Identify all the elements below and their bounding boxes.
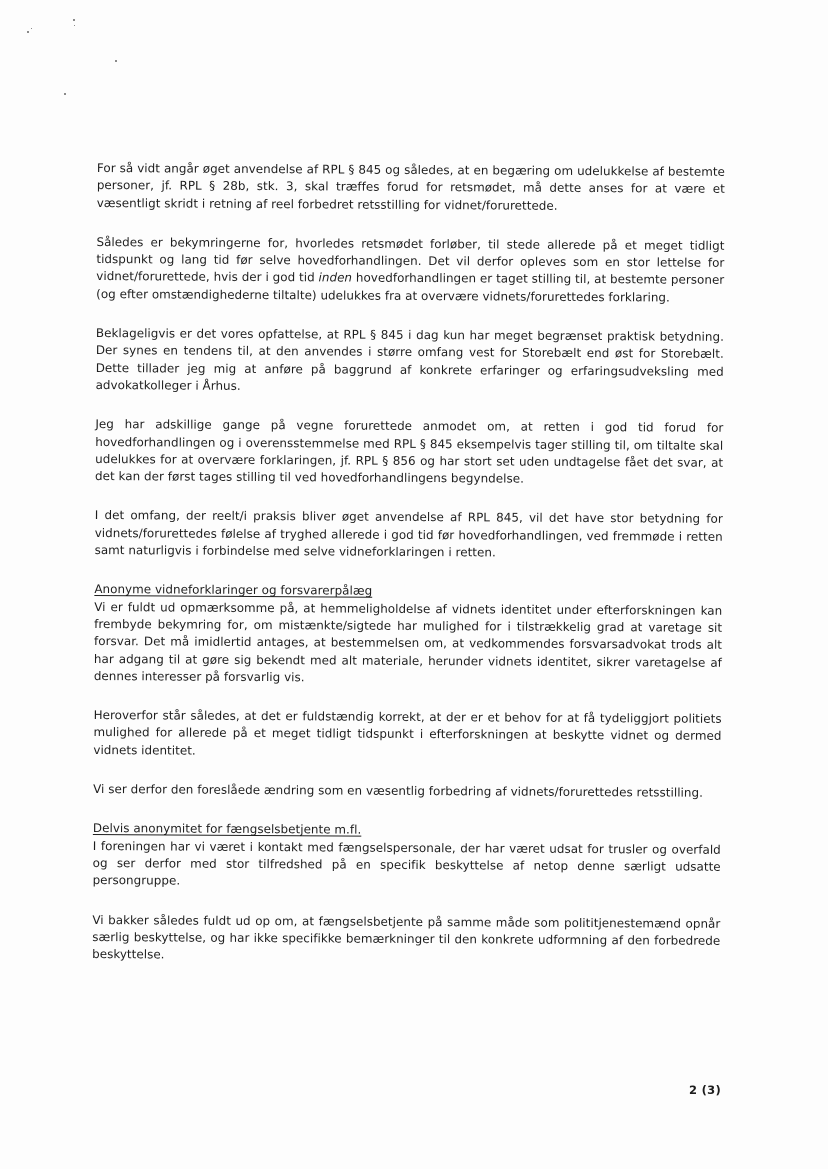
page-number: 2 (3) (689, 1083, 722, 1097)
paragraph-improvement: Vi ser derfor den foreslåede ændring som en væsentlig forbedring af vidnets/forurettedes retsstilling. (93, 782, 703, 800)
emphasis-inden: inden (318, 270, 353, 286)
paragraph-support-protection: Vi bakker således fuldt ud op om, at fængselsbetjente på samme måde som polititjenestemænd opnår særlig beskyttelse, og har ikke specifikke bemærkninger til den konkrete udformning af den forbedrede beskyttelse. (92, 912, 721, 962)
paragraph-requests-experience: Jeg har adskillige gange på vegne forurettede anmodet om, at retten i god tid forud for hovedforhandlingen og i overensstemmelse med RPL § 845 eksempelvis tager stilling til, om tiltalte skal udelukkes for at overvære forklaringen, jf. RPL § 856 og har stort set uden undtagelse fået det svar, at det kan der først tages stilling til ved hovedforhandlingens begyndelse. (95, 417, 724, 486)
section-text-prison-officers: I foreningen har vi været i kontakt med fængselspersonale, der har været udsat for trusler og overfald og ser derfor med stor tilfredshed på en specifik beskyttelse af netop denne særligt udsatte persongruppe. (92, 838, 721, 888)
paragraph-limited-significance: Beklageligvis er det vores opfattelse, at RPL § 845 i dag kun har meget begrænset praktisk betydning. Der synes en tendens til, at den anvendes i større omfang vest for Storebælt end øst for Storebælt. Dette tillader jeg mig at anføre på baggrund af konkrete erfaringer og erfaringsudveksling med advokatkolleger i Århus. (95, 326, 724, 393)
letter-body (92, 160, 725, 989)
paragraph-text-before: Således er bekymringerne for, hvorledes retsmødet forløber, til stede allerede på et meget tidligt tidspunkt og lang tid før selve hovedforhandlingen. Det vil derfor opleves som en stor lettelse for vidnet/forurettede, hvis der i god tid (96, 234, 725, 285)
paragraph-police-protection: Heroverfor står således, at det er fuldstændig korrekt, at der er et behov for at få tydeliggjort politiets mulighed for allerede på et meget tidligt tidspunkt i efterforskningen at beskytte vidnet og dermed vidnets identitet. (93, 708, 722, 758)
section-heading-anonymous-testimony: Anonyme vidneforklaringer og forsvarerpålæg (94, 582, 373, 599)
section-prison-officers (93, 820, 721, 893)
section-anonymous-testimony (94, 581, 723, 689)
paragraph-rpl-845-usage: For så vidt angår øget anvendelse af RPL § 845 og således, at en begæring om udelukkelse af bestemte personer, jf. RPL § 28b, stk. 3, skal træffes forud for retsmødet, må dette anses for at være et væsentligt skridt i retning af reel forbedret retsstilling for vidnet/forurettede. (96, 160, 725, 213)
section-heading-prison-officers: Delvis anonymitet for fængselsbetjente m.fl. (92, 821, 362, 837)
paragraph-concerns-timing (96, 234, 724, 307)
section-text-anonymous-testimony: Vi er fuldt ud opmærksomme på, at hemmeligholdelse af vidnets identitet under efterforskningen kan frembyde bekymring for, om mistænkte/sigtede har mulighed for i tilstrækkelig grad at varetage sit forsvar. Det må imidlertid antages, at bestemmelsen om, at vedkommendes forsvarsadvokat trods alt har adgang til at gøre sig bekendt med alt materiale, herunder vidnets identitet, sikrer varetagelse af dennes interesser på forsvarlig vis. (93, 599, 723, 685)
paragraph-increased-use: I det omfang, der reelt/i praksis bliver øget anvendelse af RPL 845, vil det have stor betydning for vidnets/forurettedes følelse af tryghed allerede i god tid før hovedforhandlingen, ved fremmøde i retten samt naturligvis i forbindelse med selve vidneforklaringen i retten. (94, 508, 723, 560)
paragraph-text-after: hovedforhandlingen er taget stilling til, at bestemte personer (og efter omstændighederne tiltalte) udelukkes fra at overvære vidnets/forurettedes forklaring. (96, 271, 725, 305)
